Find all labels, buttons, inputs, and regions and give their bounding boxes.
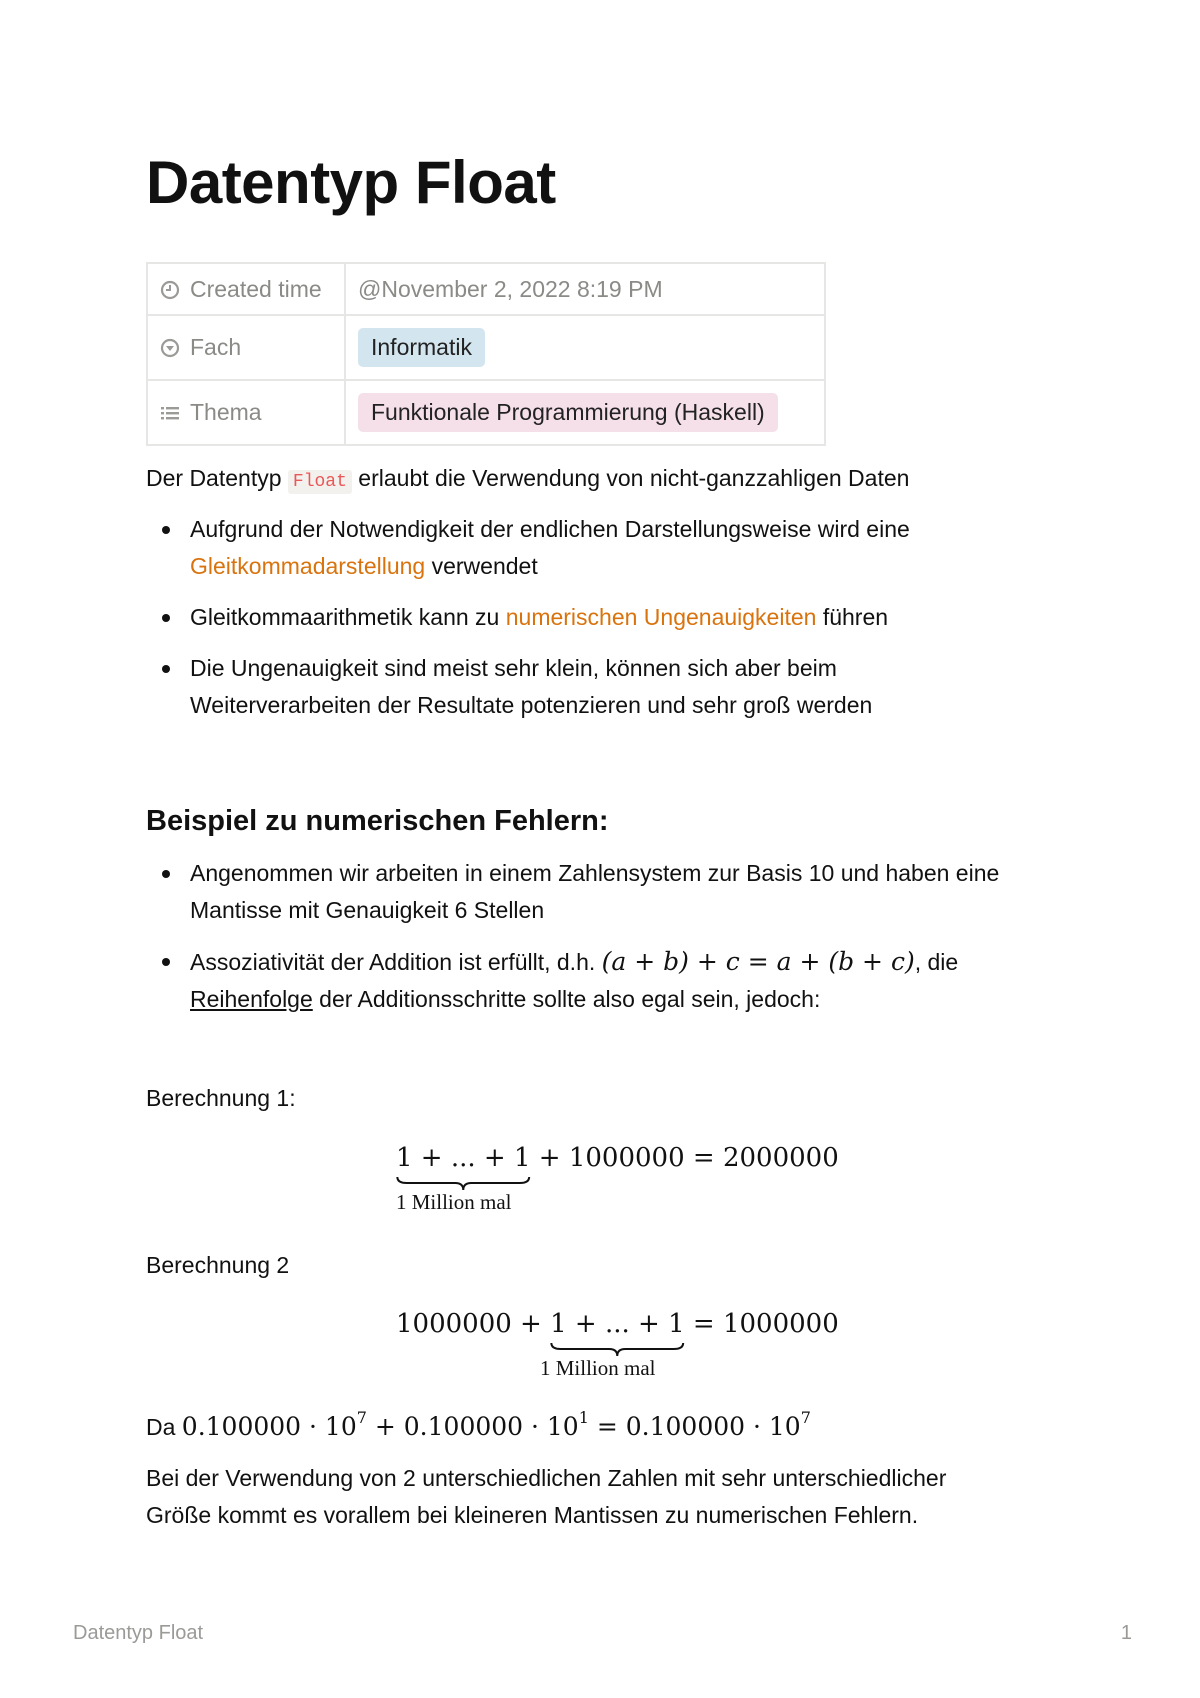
underbrace-icon [396, 1175, 531, 1191]
property-key-fach [147, 315, 345, 380]
bullet-text: der Additionsschritte sollte also egal sein, jedoch: [312, 986, 821, 1012]
property-row-created [147, 263, 825, 315]
calc1-label: Berechnung 1: [146, 1085, 296, 1111]
property-key-created [147, 263, 345, 315]
math-exponent: 7 [356, 1408, 367, 1427]
da-line [146, 1408, 811, 1446]
equation-rest: = 1000000 [684, 1309, 839, 1339]
equation-lead: 1000000 + [396, 1309, 551, 1339]
braced-sum: 1 + ... + 1 [550, 1309, 685, 1339]
math-term: + 0.100000 · 10 [366, 1412, 579, 1441]
property-value-created: @November 2, 2022 8:19 PM [345, 263, 825, 315]
braced-term [550, 1309, 685, 1339]
bullet-text: verwendet [425, 553, 538, 579]
brace-label: 1 Million mal [540, 1356, 656, 1380]
link-reihenfolge[interactable]: Reihenfolge [190, 986, 313, 1012]
list-icon [160, 403, 180, 423]
bullet-dot [162, 614, 170, 622]
bullet-dot [162, 665, 170, 673]
tag-informatik[interactable]: Informatik [358, 328, 485, 367]
bullet-text: führen [816, 604, 889, 630]
clock-icon [160, 280, 180, 300]
braced-sum: 1 + ... + 1 [396, 1143, 531, 1173]
math-exponent: 7 [800, 1408, 811, 1427]
highlight-numerische-ungenauigkeiten: numerischen Ungenauigkeiten [505, 604, 817, 630]
list-item [146, 599, 1066, 636]
equation-rest: + 1000000 = 2000000 [530, 1143, 839, 1173]
bullet-list-2 [146, 855, 1066, 1018]
bullet-text: Assoziativität der Addition ist erfüllt, d.h. [190, 949, 602, 975]
bullet-dot [162, 526, 170, 534]
intro-text-pre: Der Datentyp [146, 465, 288, 491]
tag-thema[interactable]: Funktionale Programmierung (Haskell) [358, 393, 778, 432]
equation-calc1 [396, 1143, 839, 1173]
intro-text-post: erlaubt die Verwendung von nicht-ganzzahligen Daten [351, 465, 910, 491]
bullet-text: Aufgrund der Notwendigkeit der endlichen Darstellungsweise wird eine [190, 516, 910, 542]
underbrace-icon [550, 1341, 685, 1357]
property-row-thema [147, 380, 825, 445]
conclusion-paragraph: Bei der Verwendung von 2 unterschiedlichen Zahlen mit sehr unterschiedlicher Größe kommt es vorallem bei kleineren Mantissen zu numerischen Fehlern. [146, 1465, 947, 1528]
braced-term [396, 1143, 531, 1173]
property-label-fach: Fach [190, 334, 242, 360]
property-key-thema [147, 380, 345, 445]
bullet-text: , die [914, 949, 959, 975]
bullet-text: Die Ungenauigkeit sind meist sehr klein, können sich aber beim Weiterverarbeiten der Resultate potenzieren und sehr groß werden [190, 655, 873, 718]
properties-table [146, 262, 826, 446]
property-value-fach [345, 315, 825, 380]
brace-label: 1 Million mal [396, 1190, 512, 1214]
intro-paragraph [146, 460, 909, 501]
bullet-text: Gleitkommaarithmetik kann zu [190, 604, 506, 630]
bullet-text: Angenommen wir arbeiten in einem Zahlensystem zur Basis 10 und haben eine Mantisse mit Genauigkeit 6 Stellen [190, 860, 1000, 923]
page-title: Datentyp Float [146, 149, 556, 216]
da-prefix: Da [146, 1414, 182, 1440]
bullet-list-1 [146, 511, 1066, 724]
footer-title: Datentyp Float [73, 1622, 204, 1644]
math-term: 0.100000 · 10 [181, 1412, 357, 1441]
property-value-thema [345, 380, 825, 445]
calc2-label: Berechnung 2 [146, 1252, 290, 1278]
inline-math-associativity: (a + b) + c = a + (b + c) [601, 947, 915, 976]
math-term: = 0.100000 · 10 [588, 1412, 801, 1441]
property-label-created: Created time [190, 275, 322, 302]
highlight-gleitkommadarstellung: Gleitkommadarstellung [190, 553, 426, 579]
property-label-thema: Thema [190, 399, 262, 425]
list-item [146, 855, 1090, 929]
select-icon [160, 338, 180, 358]
list-item [146, 943, 1066, 1018]
property-row-fach [147, 315, 825, 380]
inline-code-float: Float [288, 470, 352, 494]
equation-calc2 [396, 1309, 839, 1339]
math-exponent: 1 [578, 1408, 589, 1427]
bullet-dot [162, 870, 170, 878]
bullet-dot [162, 958, 170, 966]
list-item [146, 650, 910, 724]
list-item [146, 511, 1066, 585]
da-math [181, 1408, 811, 1441]
footer-page-number: 1 [1120, 1622, 1132, 1644]
section-heading: Beispiel zu numerischen Fehlern: [146, 805, 609, 837]
